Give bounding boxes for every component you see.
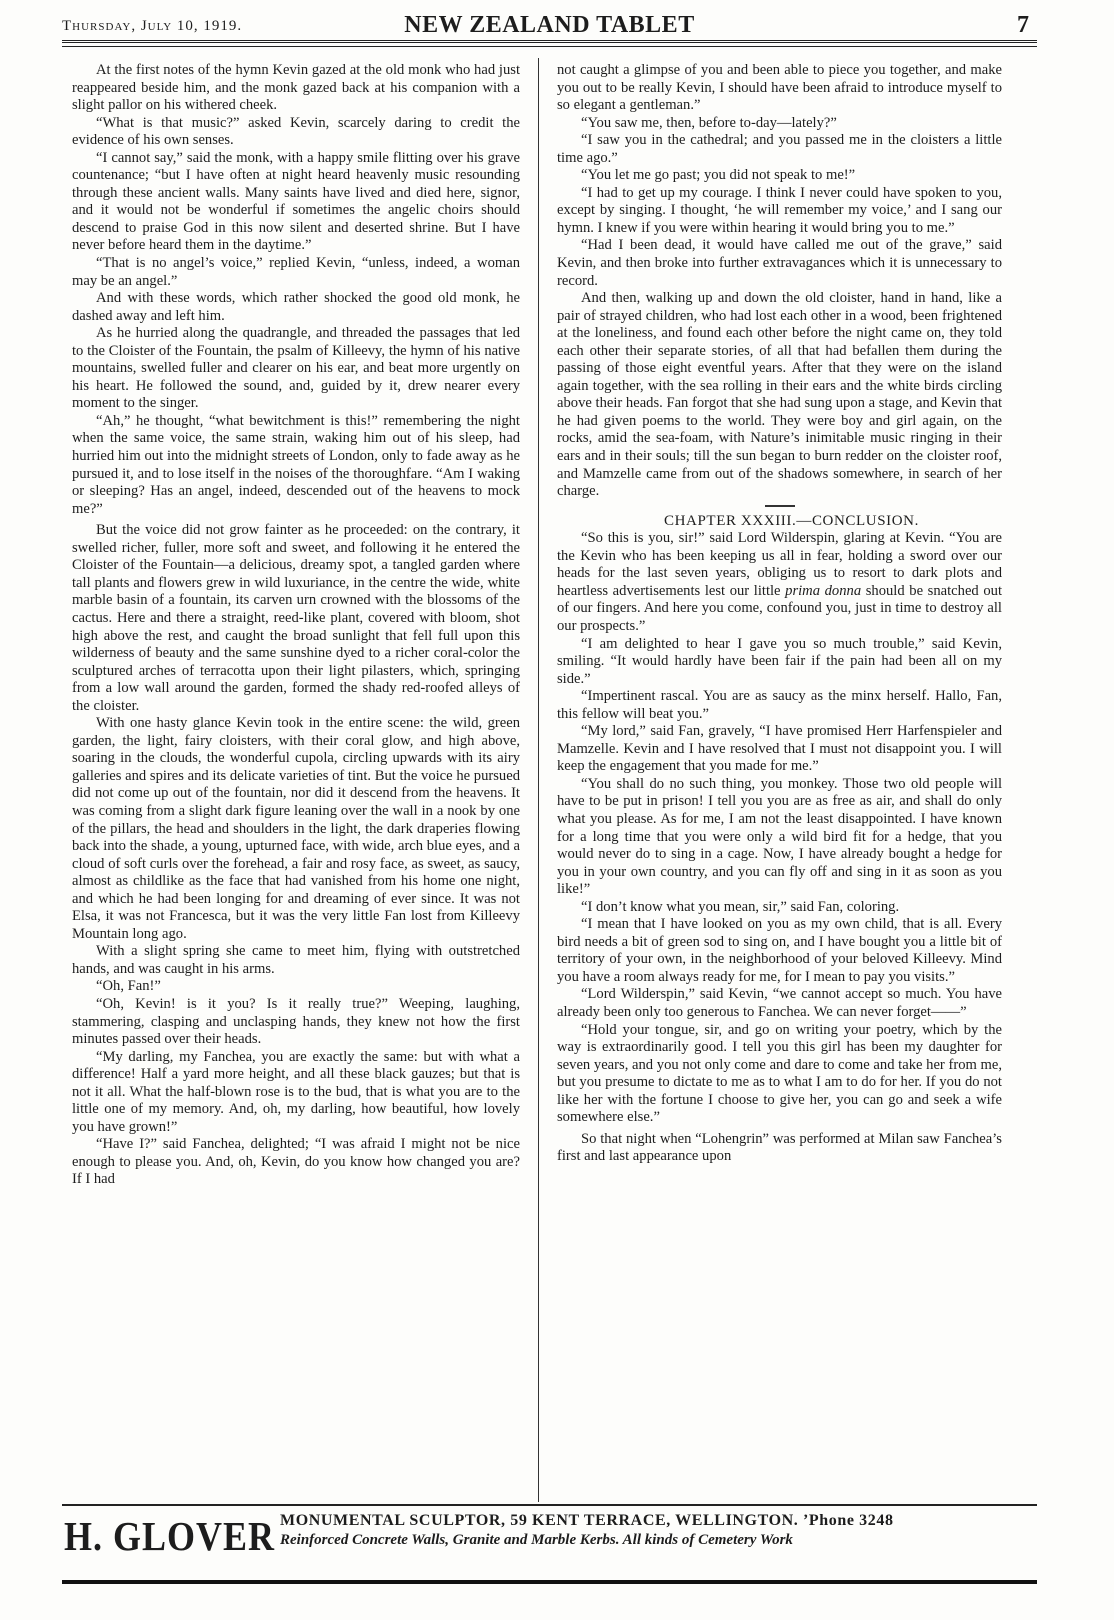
- bottom-rule: [62, 1580, 1037, 1584]
- paragraph: “Lord Wilderspin,” said Kevin, “we cannot accept so much. You have already been only too generous to Fanchea. We can never forget——”: [557, 986, 1002, 1020]
- column-divider: [538, 58, 539, 1502]
- paragraph: “Have I?” said Fanchea, delighted; “I was afraid I might not be nice enough to please you. And, oh, Kevin, do you know how changed you are? If I had: [72, 1136, 520, 1188]
- paragraph: At the first notes of the hymn Kevin gazed at the old monk who had just reappeared beside him, and the monk gazed back at his companion with a slight pallor on his withered cheek.: [72, 62, 520, 114]
- paragraph: And then, walking up and down the old cloister, hand in hand, like a pair of strayed children, who had lost each other in a wood, been frightened at the loneliness, and found each other before the night came on, they told each other their separate stories, of all that had befallen them during the passing of those eight eventful years. After that they were on the island again together, with the sea rolling in their ears and the white birds circling above their heads. Fan forgot that she had sung upon a stage, and Kevin that he had given poems to the world. They were boy and girl again, on the rocks, amid the sea-foam, with Nature’s inimitable music ringing in their ears and in their souls; till the sun began to burn redder on the cloister roof, and Mamzelle came from out of the shadows somewhere, in search of her charge.: [557, 290, 1002, 500]
- paragraph: “Oh, Fan!”: [96, 978, 161, 995]
- paragraph: “You let me go past; you did not speak to me!”: [581, 167, 856, 184]
- advertiser-details: MONUMENTAL SCULPTOR, 59 KENT TERRACE, WELLINGTON. ’Phone 3248: [280, 1512, 894, 1529]
- paragraph: not caught a glimpse of you and been able to piece you together, and make you out to be really Kevin, I should have been afraid to introduce myself to so elegant a gentleman.”: [557, 62, 1002, 114]
- right-column: [557, 62, 1002, 1500]
- section-rule: [765, 505, 795, 507]
- page-number: 7: [1017, 12, 1029, 38]
- paragraph: “Had I been dead, it would have called me out of the grave,” said Kevin, and then broke into further extravagances which it is unnecessary to record.: [557, 237, 1002, 289]
- advertiser-services: Reinforced Concrete Walls, Granite and Marble Kerbs. All kinds of Cemetery Work: [280, 1532, 793, 1548]
- paragraph: “Ah,” he thought, “what bewitchment is this!” remembering the night when the same voice, the same strain, waking him out of his sleep, had hurried him out into the midnight streets of London, only to fade away as he pursued it, and to lose itself in the noises of the thoroughfare. “Am I waking or sleeping? Has an angel, indeed, descended out of the heavens to mock me?”: [72, 412, 520, 517]
- paragraph: “I mean that I have looked on you as my own child, that is all. Every bird needs a bit of green sod to sing on, and I have bought you a little bit of territory of your own, in the neighborhood of your beloved Killeevy. Mind you have a room always ready for me, for I mean to pay you visits.”: [557, 916, 1002, 985]
- header-rule: [62, 40, 1037, 47]
- paragraph: “What is that music?” asked Kevin, scarcely daring to credit the evidence of his own senses.: [72, 114, 520, 149]
- paragraph: “I don’t know what you mean, sir,” said Fan, coloring.: [581, 898, 900, 915]
- footer-rule: [62, 1504, 1037, 1506]
- paragraph: “I had to get up my courage. I think I never could have spoken to you, except by singing. I thought, ‘he will remember my voice,’ and I sang our hymn. I knew if you were within hearing it would bring you to me.”: [557, 184, 1002, 236]
- paragraph: “My darling, my Fanchea, you are exactly the same: but with what a difference! Half a yard more height, and all these black gauzes; but that is not it all. What the half-blown rose is to the bud, that is what you are to the little one of my memory. And, oh, my darling, how beautiful, how lovely you have grown!”: [72, 1048, 520, 1135]
- paragraph: “I am delighted to hear I gave you so much trouble,” said Kevin, smiling. “It would hardly have been fair if the pain had been all on my side.”: [557, 635, 1002, 687]
- advertisement: [62, 1508, 1037, 1570]
- paragraph: So that night when “Lohengrin” was performed at Milan saw Fanchea’s first and last appearance upon: [557, 1130, 1002, 1165]
- issue-date: Thursday, July 10, 1919.: [62, 18, 243, 34]
- paragraph: As he hurried along the quadrangle, and threaded the passages that led to the Cloister of the Fountain, the psalm of Killeevy, the hymn of his native mountains, swelled fuller and clearer on his ear, and beat more urgently on his heart. He followed the sound, and, guided by it, drew nearer every moment to the singer.: [72, 325, 520, 412]
- paragraph-text: “So this is you, sir!” said Lord Wilderspin, glaring at Kevin. “You are the Kevin who has been keeping us all in fear, holding a sword over our heads for the last seven years, obliging us to resort to dark plots and heartless advertisements lest our little: [557, 530, 1002, 599]
- paragraph: “You shall do no such thing, you monkey. Those two old people will have to be put in prison! I tell you you are as free as air, and shall do only what you please. As for me, I am not the least disappointed. I have known for a long time that you were only a wild bird fit for a hedge, that you would never do to sing in a cage. Now, I have already bought a hedge for you in your own country, and you can fly off and sing in it as soon as you like!”: [557, 775, 1002, 898]
- publication-title: NEW ZEALAND TABLET: [404, 12, 695, 38]
- paragraph: “Oh, Kevin! is it you? Is it really true?” Weeping, laughing, stammering, clasping and unclasping hands, they knew not how the first minutes passed over their heads.: [72, 995, 520, 1048]
- paragraph-text: should be snatched out of our fingers. And here you come, confound you, just in time to destroy all our prospects.”: [557, 582, 1002, 634]
- paragraph: “My lord,” said Fan, gravely, “I have promised Herr Harfenspieler and Mamzelle. Kevin and I have resolved that I must not disappoint you. I will keep the engagement that you made for me.”: [557, 723, 1002, 775]
- paragraph: With a slight spring she came to meet him, flying with outstretched hands, and was caught in his arms.: [72, 943, 520, 977]
- masthead: [62, 12, 1037, 40]
- paragraph: “I cannot say,” said the monk, with a happy smile flitting over his grave countenance; “but I have often at night heard heavenly music resounding through these ancient walls. Many saints have lived and died here, signor, and it would not be wonderful if sometimes the angelic choirs should descend to praise God in this now silent and deserted shrine. But I have never before heard them in the daytime.”: [72, 149, 520, 254]
- paragraph: “Hold your tongue, sir, and go on writing your poetry, which by the way is extraordinarily good. I tell you this girl has been my daughter for seven years, and you not only come and dare to come and take her from me, but you presume to dictate to me as to what I am to do for her. If you do not like her with the fortune I choose to give her, you can go and seek a wife somewhere else.”: [557, 1021, 1002, 1126]
- paragraph: [557, 530, 1002, 635]
- left-column: [72, 62, 520, 1500]
- paragraph: And with these words, which rather shocked the good old monk, he dashed away and left him.: [72, 290, 520, 324]
- paragraph: “That is no angel’s voice,” replied Kevin, “unless, indeed, a woman may be an angel.”: [72, 255, 520, 289]
- paragraph: But the voice did not grow fainter as he proceeded: on the contrary, it swelled richer, fuller, more soft and sweet, and following it he entered the Cloister of the Fountain—a delicious, dreamy spot, a tangled garden where tall plants and flowers grew in wild luxuriance, in the centre the wide, white marble basin of a fountain, its carven urn crowned with the blossoms of the cactus. Here and there a straight, reed-like plant, covered with bloom, shot high above the rest, and caught the broad sunlight that fell full upon this wilderness of beauty and the same sunshine dyed to a richer coral-color the sculptured arches of terracotta upon their light pilasters, which, springing from a low wall around the garden, formed the shady red-roofed alleys of the cloister.: [72, 522, 520, 714]
- paragraph: “Impertinent rascal. You are as saucy as the minx herself. Hallo, Fan, this fellow will beat you.”: [557, 688, 1002, 722]
- paragraph: “You saw me, then, before to-day—lately?”: [581, 114, 837, 131]
- paragraph: “I saw you in the cathedral; and you passed me in the cloisters a little time ago.”: [557, 132, 1002, 166]
- advertiser-name: H. GLOVER: [64, 1513, 276, 1560]
- paragraph: With one hasty glance Kevin took in the entire scene: the wild, green garden, the light, fairy cloisters, with their coral glow, and high above, soaring in the clouds, the wonderful cupola, circling upwards with its airy galleries and spires and its delicate varieties of tint. But the voice he pursued did not come up out of the fountain, nor did it descend from the heavens. It was coming from a slight dark figure leaning over the wall in a nook by one of the pillars, the head and shoulders in the light, the dark draperies flowing back into the shade, a young, upturned face, with wide, arch blue eyes, and a cloud of soft curls over the forehead, a fair and rosy face, as sweet, as saucy, almost as childlike as the face that had vanished from his home one night, and which he had been longing for and dreaming of ever since. It was not Elsa, it was not Francesca, but it was the very little Fan lost from Killeevy Mountain long ago.: [72, 715, 520, 942]
- italic-phrase: prima donna: [785, 582, 862, 599]
- chapter-heading: CHAPTER XXXIII.—CONCLUSION.: [664, 512, 919, 529]
